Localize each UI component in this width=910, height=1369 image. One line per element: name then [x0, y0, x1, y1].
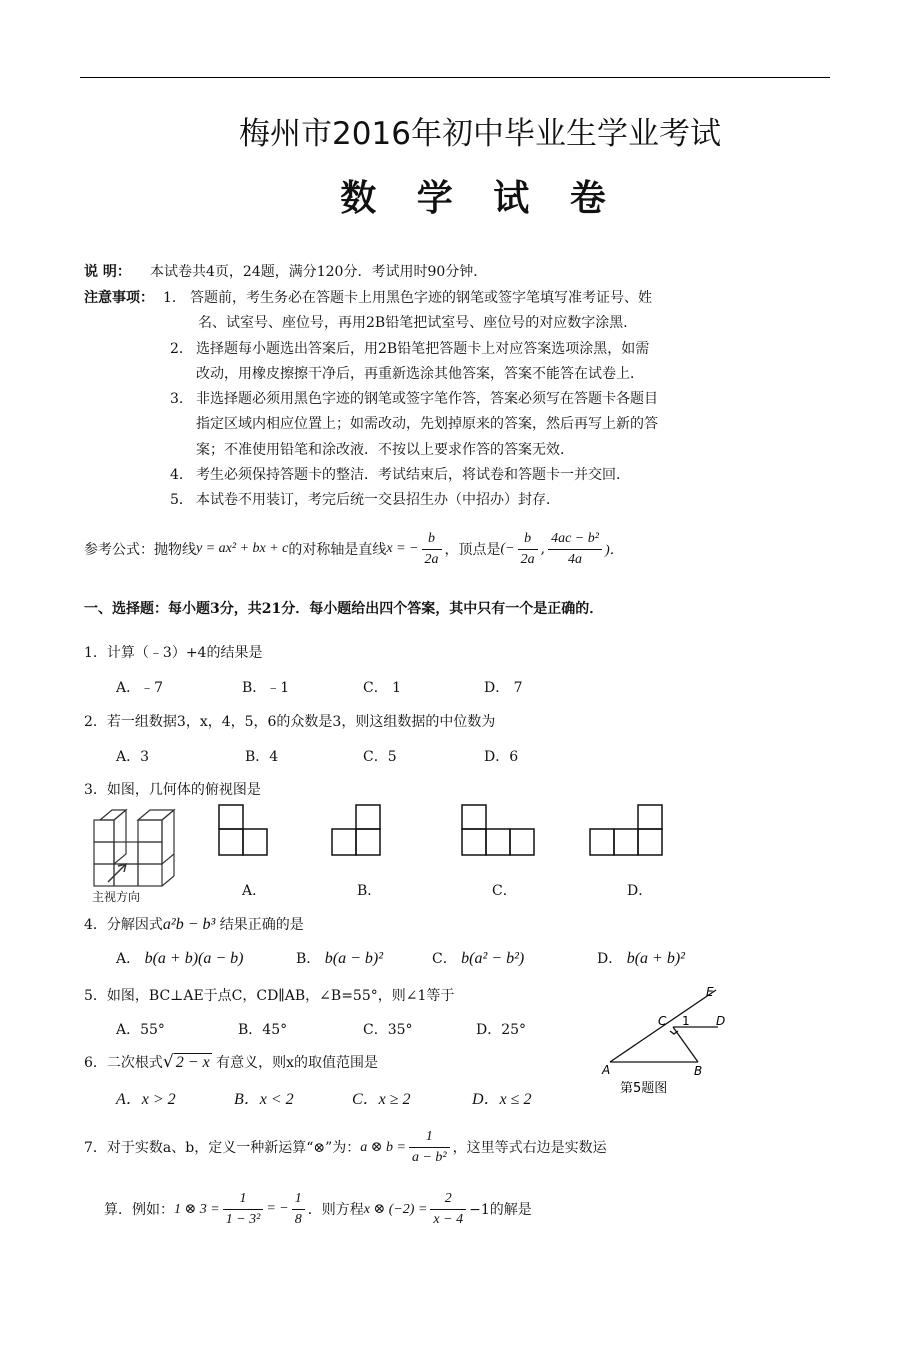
- q3-option-c: C．: [492, 883, 517, 899]
- q7-line2-pre: 算．例如：: [104, 1202, 174, 1218]
- fraction-den: x − 4: [433, 1211, 464, 1227]
- fraction-den: 2a: [424, 551, 439, 567]
- q5-geometry-figure: [598, 982, 738, 1098]
- note-5-num: 5．: [170, 492, 193, 508]
- q6-text-post: 有意义，则x的取值范围是: [216, 1055, 379, 1071]
- q3-option-a-figure: [217, 803, 271, 857]
- q6-option-c: C．x ≥ 2: [352, 1091, 411, 1108]
- q3-solid-figure: [88, 804, 184, 904]
- q3-option-b: B．: [357, 883, 382, 899]
- fraction-den: 8: [294, 1211, 302, 1227]
- fraction-num: b: [422, 529, 442, 550]
- desc-label: 说 明：: [84, 264, 131, 280]
- fraction-b-over-2a: [422, 529, 442, 570]
- point-b-label: B: [694, 1064, 703, 1078]
- exam-subtitle: 数 学 试 卷: [340, 177, 620, 219]
- q2-option-b: B．4: [245, 749, 279, 765]
- q7-def-fraction: [409, 1127, 450, 1168]
- note-2-num: 2．: [170, 341, 193, 357]
- formula-vertex-label: ，顶点是: [444, 542, 501, 558]
- q4-text-pre: 4．分解因式: [84, 917, 163, 933]
- q7-example-mid: = −: [266, 1201, 289, 1216]
- q3-option-d-figure: [588, 803, 664, 857]
- q4-option-d: D． b(a + b)²: [597, 950, 685, 967]
- fraction-den: 4a: [568, 551, 582, 567]
- fraction-den: a − b²: [411, 1149, 447, 1165]
- fraction-den: 1 − 3²: [225, 1211, 261, 1227]
- q4-expression: a²b − b³: [162, 916, 216, 933]
- q1-option-b: B．﹣1: [242, 680, 290, 696]
- q4-option-a: A． b(a + b)(a − b): [116, 950, 244, 967]
- q2-option-d: D．6: [484, 749, 519, 765]
- note-1-line-1: 答题前，考生务必在答题卡上用黑色字迹的钢笔或签字笔填写准考证号、姓: [190, 290, 652, 306]
- reference-formula: 参考公式：抛物线 y = ax² + bx + c 的对称轴是直线 x = − $\frac{b}{2a}$ ，顶点是 (− $\frac{b}{2a}$ , $\frac{\text{4ac − b²}}{4a}$ )．: [84, 523, 624, 575]
- note-3-line-3: 案；不准使用铅笔和涂改液．不按以上要求作答的答案无效．: [196, 442, 574, 458]
- question-7-line-2: [104, 1184, 532, 1234]
- top-rule: [80, 77, 830, 78]
- note-4-num: 4．: [170, 467, 193, 483]
- q5-option-c: C．35°: [363, 1022, 413, 1038]
- note-3-line-2: 指定区域内相应位置上；如需改动，先划掉原来的答案，然后再写上新的答: [196, 416, 658, 432]
- fraction-num: 2: [430, 1189, 466, 1210]
- q7-equation-lhs: x ⊗ (−2) =: [363, 1201, 428, 1217]
- question-4: [84, 914, 304, 934]
- q6-text-pre: 6．二次根式: [84, 1055, 163, 1071]
- note-5-line-1: 本试卷不用装订，考完后统一交县招生办（中招办）封存．: [196, 492, 560, 508]
- fraction-den: 2a: [520, 551, 535, 567]
- question-5: 5．如图，BC⊥AE于点C，CD∥AB，∠B=55°，则∠1等于: [84, 988, 455, 1004]
- q7-equation-fraction: [430, 1189, 466, 1230]
- q7-example-fraction: [223, 1189, 264, 1230]
- q5-option-a: A．55°: [116, 1022, 165, 1038]
- q7-example-result: [292, 1189, 305, 1230]
- q5-option-b: B．45°: [238, 1022, 288, 1038]
- question-3: 3．如图，几何体的俯视图是: [84, 782, 261, 798]
- q3-option-a: A．: [242, 883, 267, 899]
- q3-option-c-figure: [460, 803, 536, 857]
- q7-equation-post: −1的解是: [469, 1202, 532, 1218]
- formula-axis-lhs: x = −: [386, 541, 419, 556]
- angle-1-label: 1: [682, 1014, 690, 1028]
- q3-option-d: D．: [627, 883, 653, 899]
- vertex-open: (−: [500, 541, 515, 556]
- vertex-close: )．: [604, 543, 624, 558]
- section-1-heading: 一、选择题：每小题3分，共21分．每小题给出四个答案，其中只有一个是正确的．: [84, 601, 604, 617]
- note-4-line-1: 考生必须保持答题卡的整洁．考试结束后，将试卷和答题卡一并交回．: [196, 467, 630, 483]
- point-a-label: A: [602, 1063, 611, 1077]
- point-e-label: E: [706, 985, 714, 999]
- fraction-num: 1: [223, 1189, 264, 1210]
- point-c-label: C: [658, 1014, 667, 1028]
- q1-option-a: A．﹣7: [116, 680, 164, 696]
- fraction-vertex-x: [518, 529, 538, 570]
- fraction-num: 4ac − b²: [548, 529, 602, 550]
- fraction-vertex-y: [548, 529, 602, 570]
- desc-text: 本试卷共4页，24题，满分120分．考试用时90分钟．: [150, 264, 488, 280]
- q5-option-d: D．25°: [476, 1022, 527, 1038]
- q7-line1-post: ，这里等式右边是实数运: [452, 1140, 607, 1156]
- note-2-line-2: 改动，用橡皮擦擦干净后，再重新选涂其他答案，答案不能答在试卷上．: [196, 366, 644, 382]
- q4-text-post: 结果正确的是: [219, 917, 304, 933]
- q7-line1-pre: 7．对于实数a、b，定义一种新运算“⊗”为：: [84, 1140, 361, 1156]
- note-2-line-1: 选择题每小题选出答案后，用2B铅笔把答题卡上对应答案选项涂黑，如需: [196, 341, 650, 357]
- fraction-num: b: [518, 529, 538, 550]
- note-3-num: 3．: [170, 391, 193, 407]
- formula-prefix: 参考公式：抛物线: [84, 542, 196, 558]
- question-1: 1．计算（﹣3）+4的结果是: [84, 645, 263, 661]
- q7-example-lhs: 1 ⊗ 3 =: [174, 1201, 220, 1217]
- question-7-line-1: [84, 1122, 607, 1172]
- note-1-line-2: 名、试室号、座位号，再用2B铅笔把试室号、座位号的对应数字涂黑．: [198, 315, 638, 331]
- formula-parabola: y = ax² + bx + c: [196, 541, 289, 556]
- q6-option-b: B．x < 2: [234, 1091, 294, 1108]
- q4-option-b: B． b(a − b)²: [296, 950, 383, 967]
- q1-option-c: C． 1: [363, 680, 402, 696]
- q3-option-b-figure: [330, 803, 384, 857]
- q7-def-lhs: a ⊗ b =: [360, 1139, 406, 1155]
- q3-figure-label: 主视方向: [92, 890, 141, 904]
- note-3-line-1: 非选择题必须用黑色字迹的钢笔或签字笔作答，答案必须写在答题卡各题目: [196, 391, 658, 407]
- q7-line2-mid: ．则方程: [307, 1202, 364, 1218]
- q6-option-a: A．x > 2: [116, 1091, 176, 1108]
- q6-radicand: 2 − x: [175, 1054, 210, 1071]
- question-2: 2．若一组数据3，x，4，5，6的众数是3，则这组数据的中位数为: [84, 714, 496, 730]
- q2-option-c: C．5: [363, 749, 397, 765]
- q6-option-d: D．x ≤ 2: [472, 1091, 532, 1108]
- q4-option-c: C． b(a² − b²): [432, 950, 525, 967]
- q5-figure-caption: 第5题图: [620, 1081, 668, 1096]
- question-6: 6．二次根式√ 2 − x 有意义，则x的取值范围是: [84, 1052, 379, 1072]
- q2-option-a: A．3: [116, 749, 150, 765]
- note-1-num: 1．: [163, 290, 186, 306]
- fraction-num: 1: [292, 1189, 305, 1210]
- formula-mid: 的对称轴是直线: [288, 542, 387, 558]
- point-d-label: D: [716, 1014, 726, 1028]
- q1-option-d: D． 7: [484, 680, 523, 696]
- exam-title: 梅州市2016年初中毕业生学业考试: [239, 116, 721, 152]
- fraction-num: 1: [409, 1127, 450, 1148]
- attention-label: 注意事项：: [84, 290, 154, 306]
